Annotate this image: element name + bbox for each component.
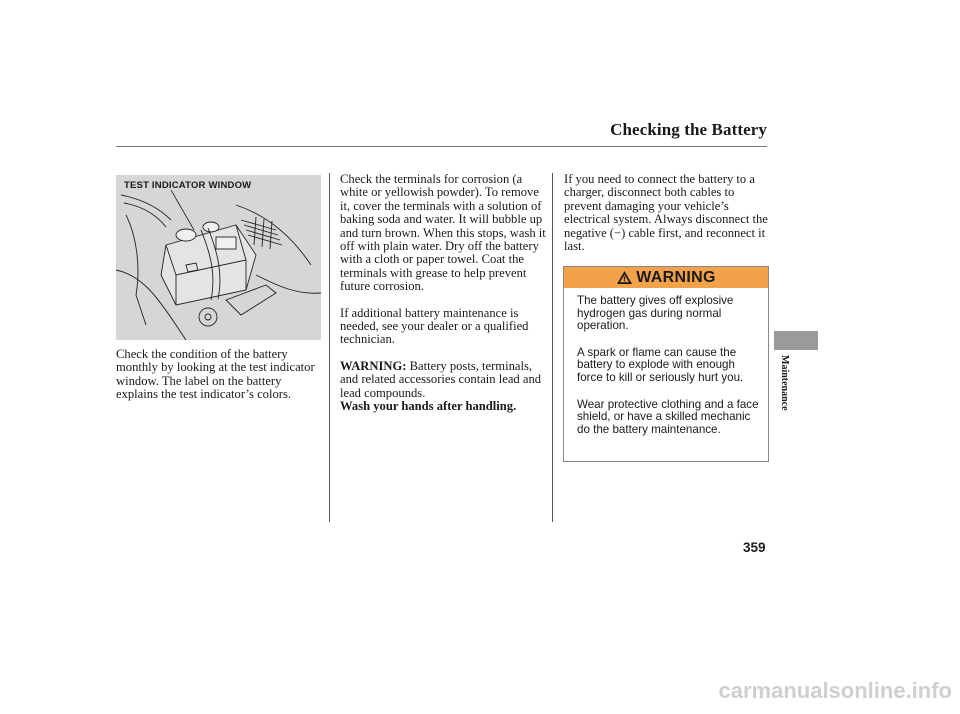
charger-text-2: ) cable first, and reconnect it last.: [564, 225, 766, 254]
warning-paragraph: The battery gives off explosive hydrogen gas during normal operation.: [577, 294, 734, 333]
page-number: 359: [743, 540, 766, 555]
figure-caption: TEST INDICATOR WINDOW: [124, 180, 252, 191]
battery-line-drawing: [116, 175, 321, 340]
header-divider: [116, 146, 767, 147]
maintenance-paragraph: If additional battery maintenance is needed, see your dealer or a qualified technician.: [340, 305, 529, 347]
lead-warning-text: Battery posts, terminals, and related accessories contain lead and lead compounds.: [340, 358, 542, 400]
column-1: [116, 348, 321, 402]
wash-hands-line: Wash your hands after handling.: [340, 399, 517, 414]
lead-warning-lead: WARNING:: [340, 358, 407, 373]
warning-paragraph: Wear protective clothing and a face shield, or have a skilled mechanic do the battery maintenance.: [577, 397, 759, 436]
warning-body: [577, 295, 762, 450]
warning-triangle-icon: [616, 270, 633, 285]
column-2: [340, 173, 546, 414]
page-title: Checking the Battery: [610, 120, 767, 139]
terminal-corrosion-paragraph: Check the terminals for corrosion (a white or yellowish powder). To remove it, cover the terminals with a solution of baking soda and water. It will bubble up and turn brown. When this stops, wash it off with plain water. Dry off the battery with a cloth or paper towel. Coat the terminals with grease to help prevent future corrosion.: [340, 172, 546, 294]
watermark: carmanualsonline.info: [718, 678, 952, 703]
battery-condition-paragraph: Check the condition of the battery monthly by looking at the test indicator window. The label on the battery explains the test indicator’s colors.: [116, 347, 315, 402]
section-tab: [774, 331, 818, 350]
column-divider-right: [552, 173, 553, 522]
charger-text-1: If you need to connect the battery to a charger, disconnect both cables to prevent damaging your vehicle’s electrical system. Always disconnect the negative (: [564, 172, 768, 240]
negative-symbol: −: [614, 225, 622, 240]
charger-paragraph: [564, 173, 768, 253]
warning-title: WARNING: [636, 268, 716, 286]
warning-box: [563, 266, 769, 462]
section-label: Maintenance: [779, 355, 790, 411]
battery-illustration: [116, 175, 321, 340]
column-3: [564, 173, 768, 253]
warning-header: [564, 267, 768, 288]
lead-warning-paragraph: [340, 360, 546, 400]
warning-paragraph: A spark or flame can cause the battery to explode with enough force to kill or seriously hurt you.: [577, 345, 744, 384]
column-divider-left: [329, 173, 330, 522]
